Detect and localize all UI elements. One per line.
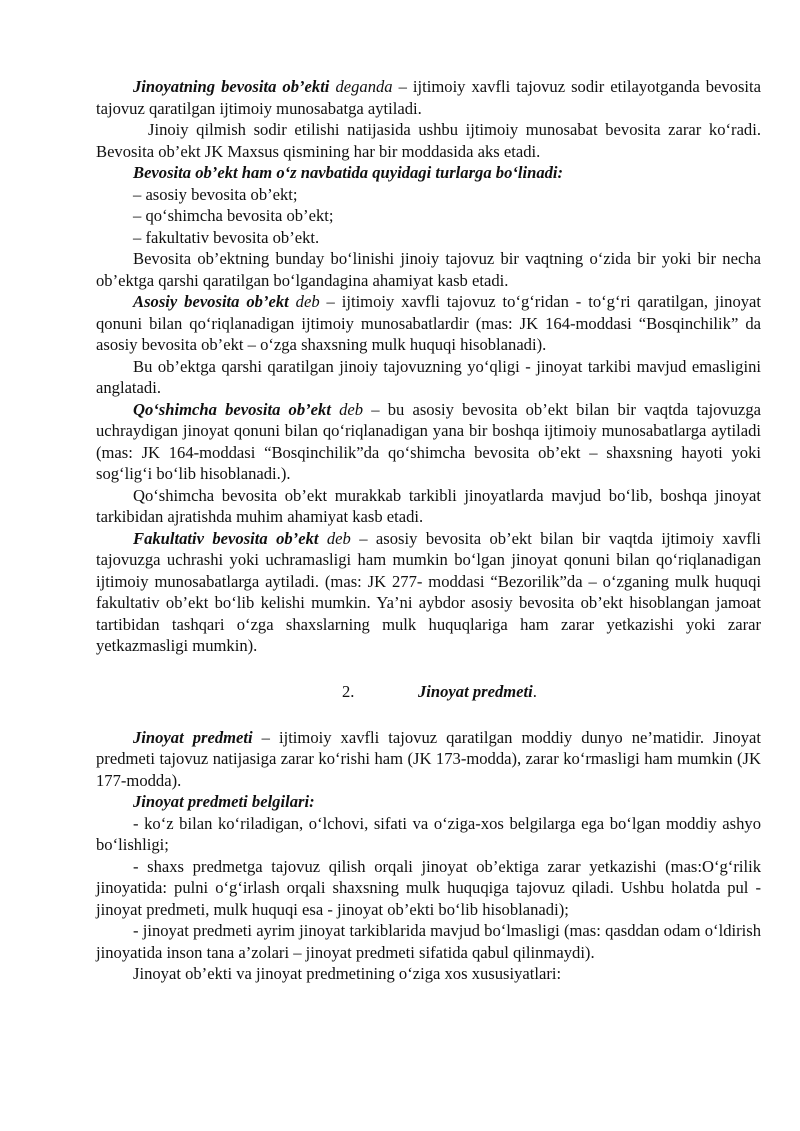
term-connector: deganda bbox=[329, 77, 393, 96]
paragraph-optional-object bbox=[96, 528, 761, 657]
definition-text: – ijtimoiy xavfli tajovuz qaratilgan moddiy dunyo ne’matidir. Jinoyat predmeti tajovuz natijasiga zarar ko‘rishi ham (JK 173-modda), zarar ko‘rmasligi ham mumkin (JK 177-modda). bbox=[96, 727, 762, 790]
definition-text: – bu asosiy bevosita ob’ekt bilan bir vaqtda tajovuzga uchraydigan jinoyat qonuni bilan qo‘riqlanadigan yana bir boshqa ijtimoiy munosabatlarga aytiladi (mas: JK 164-moddasi “Bosqinchilik”da qo‘shimcha bevosita ob’ekt – shaxsning hayoti yoki sog‘lig‘i bo‘lib hisoblanadi.). bbox=[96, 399, 762, 483]
paragraph-absence: Bu ob’ektga qarshi qaratilgan jinoiy tajovuzning yo‘qligi - jinoyat tarkibi mavjud emasligini anglatadi. bbox=[96, 356, 761, 397]
subheading-subject-features: Jinoyat predmeti belgilari: bbox=[133, 792, 315, 811]
section-heading bbox=[96, 681, 761, 703]
list-item: – fakultativ bevosita ob’ekt. bbox=[133, 227, 320, 247]
paragraph-additional-object bbox=[96, 399, 761, 485]
paragraph-additional-significance: Qo‘shimcha bevosita ob’ekt murakkab tarkibli jinoyatlarda mavjud bo‘lib, boshqa jinoyat tarkibidan ajratishda muhim ahamiyat kasb etadi. bbox=[96, 485, 761, 526]
definition-text: – asosiy bevosita ob’ekt bilan bir vaqtda ijtimoiy xavfli tajovuzga uchrashi yoki uchramasligi ham mumkin bo‘lgan jinoyat qonuni bilan qo‘riqlanadigan ijtimoiy munosabatlarga aytiladi. (mas: JK 277- moddasi “Bezorilik”da – o‘zganing mulk huquqi fakultativ ob’ekt bo‘lib kelishi mumkin. Ya’ni aybdor asosiy bevosita ob’ekt hisoblangan jamoat tartibidan tashqari o‘zga shaxslarning mulk huquqlariga ham zarar yetkazishi yoki zarar yetkazmasligi mumkin). bbox=[96, 528, 761, 655]
paragraph-direct-object-definition bbox=[96, 76, 761, 119]
definition-text: – ijtimoiy xavfli tajovuz to‘g‘ridan - to‘g‘ri qaratilgan, jinoyat qonuni bilan qo‘riqlanadigan ijtimoiy munosabatlardir (mas: JK 164-moddasi “Bosqinchilik” da asosiy bevosita ob’ekt – o‘zga shaxsning mulk huquqi hisoblanadi). bbox=[96, 292, 762, 354]
definition-text: – ijtimoiy xavfli tajovuz sodir etilayotganda bevosita tajovuz qaratilgan ijtimoiy munosabatga aytiladi. bbox=[96, 77, 762, 118]
subheading-object-types: Bevosita ob’ekt ham o‘z navbatida quyidagi turlarga bo‘linadi: bbox=[133, 163, 564, 182]
paragraph-main-object bbox=[96, 291, 761, 356]
section-number: 2. bbox=[342, 681, 355, 701]
term-direct-object: Jinoyatning bevosita ob’ekti bbox=[133, 77, 330, 96]
term-optional-object: Fakultativ bevosita ob’ekt bbox=[133, 528, 319, 548]
term-crime-subject: Jinoyat predmeti bbox=[133, 727, 253, 747]
section-title-dot: . bbox=[532, 681, 537, 701]
term-main-object: Asosiy bevosita ob’ekt bbox=[133, 292, 289, 311]
term-additional-object: Qo‘shimcha bevosita ob’ekt bbox=[133, 399, 331, 419]
paragraph-subject-definition bbox=[96, 727, 761, 792]
section-title-wrap bbox=[418, 681, 537, 703]
list-item: - shaxs predmetga tajovuz qilish orqali jinoyat ob’ektiga zarar yetkazishi (mas:O‘g‘rilik jinoyatida: pulni o‘g‘irlash orqali shaxsning mulk huquqiga tajovuz qiladi. Ushbu holatda pul - jinoyat predmeti, mulk huquqi esa - jinoyat ob’ekti bo‘lib hisoblanadi); bbox=[96, 856, 761, 919]
term-connector: deb bbox=[330, 399, 364, 419]
paragraph-division-significance: Bevosita ob’ektning bunday bo‘linishi jinoiy tajovuz bir vaqtning o‘zida bir yoki bir necha ob’ektga qarshi qaratilgan bo‘lgandagina ahamiyat kasb etadi. bbox=[96, 249, 761, 290]
paragraph-closing: Jinoyat ob’ekti va jinoyat predmetining o‘ziga xos xususiyatlari: bbox=[133, 964, 562, 983]
list-item: – qo‘shimcha bevosita ob’ekt; bbox=[133, 206, 334, 225]
paragraph-harm: Jinoiy qilmish sodir etilishi natijasida ushbu ijtimoiy munosabat bevosita zarar ko‘radi. Bevosita ob’ekt JK Maxsus qismining har bir moddasida aks etadi. bbox=[96, 120, 761, 161]
term-connector: deb bbox=[288, 292, 320, 311]
list-item: - jinoyat predmeti ayrim jinoyat tarkiblarida mavjud bo‘lmasligi (mas: qasddan odam o‘ldirish jinoyatida inson tana a’zolari – jinoyat predmeti sifatida qabul qilinmaydi). bbox=[96, 921, 761, 962]
list-item: – asosiy bevosita ob’ekt; bbox=[133, 184, 298, 204]
list-item: - ko‘z bilan ko‘riladigan, o‘lchovi, sifati va o‘ziga-xos belgilarga ega bo‘lgan moddiy ashyo bo‘lishligi; bbox=[96, 813, 761, 854]
term-connector: deb bbox=[318, 528, 351, 548]
section-title: Jinoyat predmeti bbox=[418, 681, 533, 701]
